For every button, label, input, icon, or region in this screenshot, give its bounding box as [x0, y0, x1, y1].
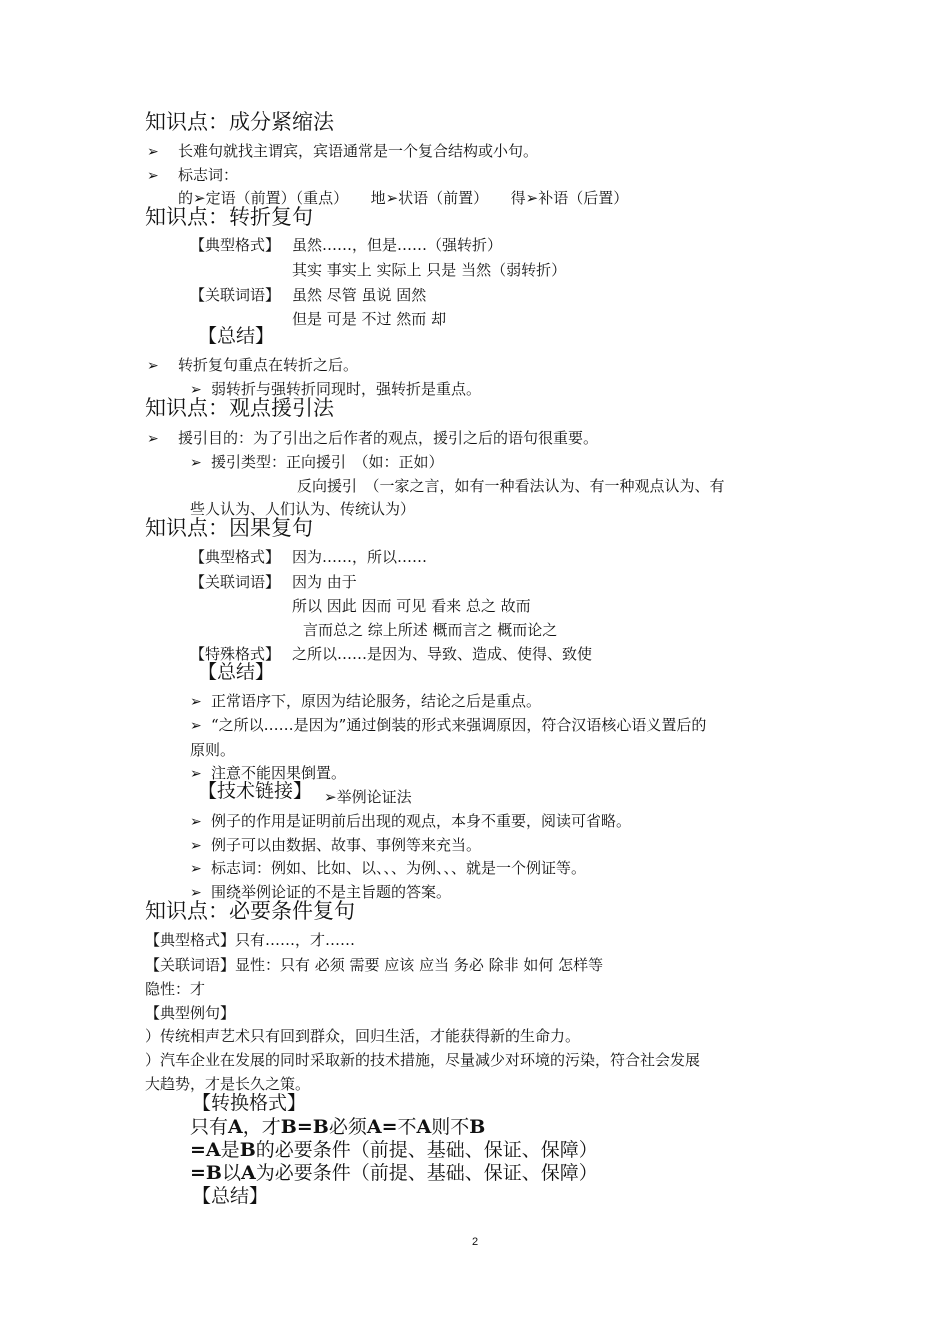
bullet-arrow-icon: ➢ — [190, 814, 202, 830]
heading-adversative: 知识点：转折复句 — [145, 205, 313, 229]
bullet-arrow-icon: ➢ — [147, 144, 159, 160]
conversion-text: 以 — [221, 1162, 241, 1184]
tag-conversion: 【转换格式】 — [192, 1092, 307, 1114]
conversion-text: 是 — [220, 1139, 240, 1161]
point-text: “之所以……是因为”通过倒装的形式来强调原因，符合汉语核心语义置后的 — [211, 716, 707, 734]
conversion-symbol: A — [241, 1162, 256, 1184]
tag-tech-link: 【技术链接】 — [198, 780, 313, 802]
heading-citation: 知识点：观点援引法 — [145, 396, 334, 420]
bullet-arrow-icon: ➢ — [147, 431, 159, 447]
tag-summary: 【总结】 — [198, 325, 275, 347]
bullet-arrow-icon: ➢ — [147, 358, 159, 374]
tag-connectives: 【关联词语】 — [190, 573, 281, 591]
marker-words-line: 的➢定语（前置）（重点） 地➢状语（前置） 得➢补语（后置） — [178, 189, 629, 207]
conversion-symbol: A — [416, 1116, 432, 1138]
bullet-arrow-icon: ➢ — [190, 885, 202, 901]
point-text: 反向援引 （一家之言，如有一种看法认为、有一种观点认为、有 — [297, 477, 725, 495]
conversion-text: ，才 — [242, 1116, 281, 1138]
conversion-line — [190, 1141, 598, 1160]
conversion-text: 必须 — [328, 1116, 367, 1138]
conversion-text: 则不 — [431, 1116, 470, 1138]
point-text: 标志词： — [178, 166, 239, 184]
point-text: 原则。 — [190, 741, 236, 759]
point-text: 正常语序下，原因为结论服务，结论之后是重点。 — [211, 692, 542, 710]
point-text: 转折复句重点在转折之后。 — [178, 356, 359, 374]
tag-special-format: 【特殊格式】 — [190, 645, 281, 663]
connectives-text: 言而总之 综上所述 概而言之 概而论之 — [303, 621, 558, 639]
point-text: 援引类型：正向援引 （如：正如） — [211, 453, 444, 471]
heading-compression: 知识点：成分紧缩法 — [145, 110, 334, 134]
conversion-symbol: =A — [190, 1139, 221, 1161]
conversion-text: 的必要条件（前提、基础、保证、保障） — [255, 1139, 598, 1161]
example-text: ）汽车企业在发展的同时采取新的技术措施，尽量减少对环境的污染，符合社会发展 — [145, 1051, 701, 1069]
conversion-symbol: A= — [366, 1116, 398, 1138]
connectives-text: 但是 可是 不过 然而 却 — [292, 310, 447, 328]
bullet-arrow-icon: ➢ — [147, 168, 159, 184]
tag-typical-format: 【典型格式】 — [190, 548, 281, 566]
heading-causal: 知识点：因果复句 — [145, 516, 313, 540]
example-text: ）传统相声艺术只有回到群众，回归生活，才能获得新的生命力。 — [145, 1027, 581, 1045]
format-text: 虽然……，但是……（强转折） — [292, 236, 503, 254]
conversion-text: 为必要条件（前提、基础、保证、保障） — [255, 1162, 598, 1184]
conversion-symbol: =B — [190, 1162, 222, 1184]
bullet-arrow-icon: ➢ — [190, 455, 202, 471]
format-line: 【典型格式】只有……，才…… — [145, 931, 356, 949]
connectives-text: 因为 由于 — [292, 573, 357, 591]
conversion-line — [190, 1164, 598, 1183]
page-number: 2 — [471, 1236, 479, 1248]
tag-summary: 【总结】 — [198, 661, 275, 683]
bullet-arrow-icon: ➢ — [190, 718, 202, 734]
conversion-symbol: B — [239, 1139, 256, 1161]
conversion-line — [190, 1118, 485, 1137]
point-text: 例子可以由数据、故事、事例等来充当。 — [211, 836, 482, 854]
conversion-text: 只有 — [190, 1116, 229, 1138]
connectives-text: 虽然 尽管 虽说 固然 — [292, 286, 427, 304]
point-text: 些人认为、人们认为、传统认为） — [190, 500, 416, 518]
tag-typical-examples: 【典型例句】 — [145, 1004, 236, 1022]
point-text: 围绕举例论证的不是主旨题的答案。 — [211, 883, 452, 901]
bullet-arrow-icon: ➢ — [190, 382, 202, 398]
conversion-symbol: B — [469, 1116, 486, 1138]
example-text: 大趋势，才是长久之策。 — [145, 1075, 311, 1093]
tag-connectives: 【关联词语】 — [190, 286, 281, 304]
bullet-arrow-icon: ➢ — [190, 694, 202, 710]
point-text: 弱转折与强转折同现时，强转折是重点。 — [211, 380, 482, 398]
tag-typical-format: 【典型格式】 — [190, 236, 281, 254]
special-format-text: 之所以……是因为、导致、造成、使得、致使 — [292, 645, 593, 663]
format-text: 其实 事实上 实际上 只是 当然（弱转折） — [292, 261, 567, 279]
conversion-symbol: B=B — [280, 1116, 329, 1138]
point-text: 注意不能因果倒置。 — [211, 764, 347, 782]
format-text: 因为……，所以…… — [292, 548, 428, 566]
heading-necessary-condition: 知识点：必要条件复句 — [145, 899, 355, 923]
connectives-text: 所以 因此 因而 可见 看来 总之 故而 — [292, 597, 531, 615]
tech-title: ➢举例论证法 — [324, 788, 412, 806]
bullet-arrow-icon: ➢ — [190, 861, 202, 877]
point-text: 标志词：例如、比如、以、、、为例、、、就是一个例证等。 — [211, 859, 587, 877]
point-text: 例子的作用是证明前后出现的观点，本身不重要，阅读可省略。 — [211, 812, 632, 830]
tag-summary: 【总结】 — [192, 1185, 269, 1207]
bullet-arrow-icon: ➢ — [190, 766, 202, 782]
conversion-text: 不 — [397, 1116, 417, 1138]
implicit-line: 隐性：才 — [145, 980, 206, 998]
point-text: 长难句就找主谓宾，宾语通常是一个复合结构或小句。 — [178, 142, 539, 160]
conversion-symbol: A — [228, 1116, 243, 1138]
bullet-arrow-icon: ➢ — [190, 838, 202, 854]
point-text: 援引目的：为了引出之后作者的观点，援引之后的语句很重要。 — [178, 429, 599, 447]
connectives-line: 【关联词语】显性：只有 必须 需要 应该 应当 务必 除非 如何 怎样等 — [145, 956, 604, 974]
